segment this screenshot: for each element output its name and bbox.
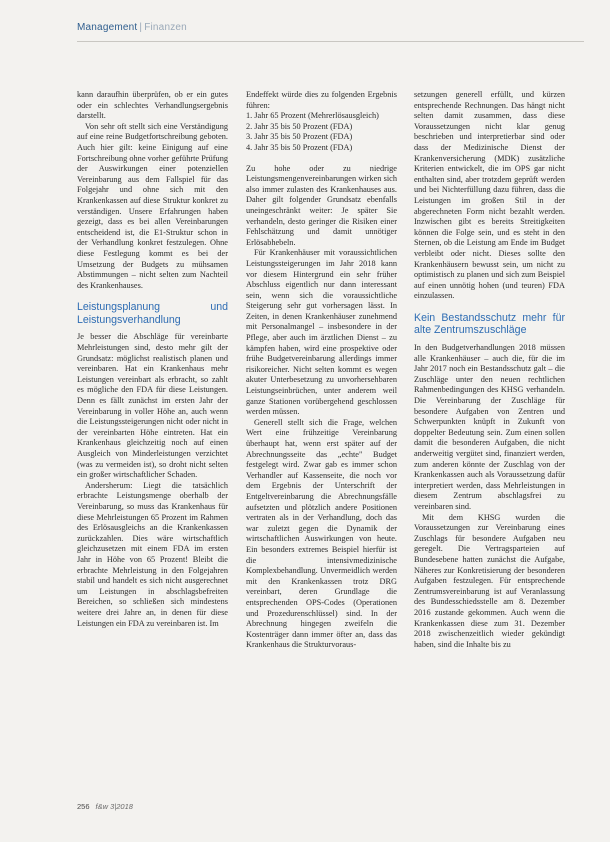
paragraph: In den Budgetverhandlungen 2018 müssen alle Krankenhäuser – auch die, für die im Jahr 2017 noch ein Bestandsschutz galt – die Zuschläge unter den neuen rechtlichen Rahmenbedingungen des KHSG verhandeln. Die Vereinbarung der Zuschläge für besondere Aufgaben von Zentren und Schwerpunkten knüpft in Zukunft von doppelter Bedeutung sein. Zum einen sollen damit die besonderen Aufgaben, die nicht anderweitig vergütet sind, finanziert werden, zum anderen könnte der Zuschlag von der Krankenkassen auch als Voraussetzung dafür interpretiert werden, dass Mehrleistungen in diesem Zentrum abschlagsfrei zu vereinbaren sind. — [414, 343, 565, 511]
text-column-1 — [77, 90, 228, 629]
paragraph: Für Krankenhäuser mit voraussichtlichen Leistungssteigerungen im Jahr 2018 kann vor diesem Hintergrund ein sehr früher Abschluss eigentlich nur dann interessant sein, wenn sich die voraussichtliche Steigerung sehr gut vorhersagen lässt. In Zeiten, in denen Krankenhäuser zunehmend mit Personalmangel – insbesondere in der Pflege, aber auch im ärztlichen Dienst – zu kämpfen haben, wird eine prospektive oder frühe Budgetvereinbarung allerdings immer risikoreicher. Nicht selten kommt es wegen akuter Unterbesetzung zu unvorhersehbaren Leistungseinbrüchen, unter anderem weil ganze Stationen vorübergehend geschlossen werden müssen. — [246, 248, 397, 417]
list-item: 4. Jahr 35 bis 50 Prozent (FDA) — [246, 142, 353, 152]
paragraph: Andersherum: Liegt die tatsächlich erbrachte Leistungsmenge oberhalb der Vereinbarung, so muss das Krankenhaus für diese Mehrleistungen 65 Prozent im Rahmen des Erlösausgleichs an die Krankenkassen zurückzahlen. Dies wäre wirtschaftlich gleichzusetzen mit einem FDA im ersten Jahr in Höhe von 65 Prozent! Bleibt die erbrachte Mehrleistung in den Folgejahren stabil und handelt es sich nicht ausgerechnet um Leistungen in abschlagsbefreiten Bereichen, so schließen sich mindestens weitere drei Jahre an, in denen für diese Leistungen ein FDA zu vereinbaren ist. Im — [77, 480, 228, 628]
section-heading: Leistungsplanung und Leistungsverhandlung — [77, 301, 228, 326]
paragraph: Endeffekt würde dies zu folgenden Ergebnis führen: — [246, 90, 397, 110]
text-column-3 — [414, 90, 565, 650]
page-number: 256 — [77, 802, 90, 811]
spacer — [246, 154, 397, 164]
header-separator: | — [139, 22, 143, 33]
list-item: 2. Jahr 35 bis 50 Prozent (FDA) — [246, 121, 353, 131]
paragraph: Zu hohe oder zu niedrige Leistungsmengenvereinbarungen wirken sich also immer zulasten des Krankenhauses aus. Daher gilt folgender Grundsatz ebenfalls uneingeschränkt weiter: Je später Sie verhandeln, desto geringer die Risiken einer Fehlschätzung und damit unnötiger Erlösabhebeln. — [246, 163, 397, 247]
list-item: 1. Jahr 65 Prozent (Mehrerlösausgleich) — [246, 111, 379, 121]
section-heading: Kein Bestandsschutz mehr für alte Zentrumszuschläge — [414, 311, 565, 337]
page-footer — [77, 802, 133, 811]
list-item: 3. Jahr 35 bis 50 Prozent (FDA) — [246, 132, 353, 142]
header-section: Management — [77, 22, 138, 33]
paragraph: Je besser die Abschläge für vereinbarte Mehrleistungen sind, desto mehr gilt der Grundsatz: möglichst realistisch planen und vereinbaren. Hat ein Krankenhaus mehr Leistungen vereinbart als erbracht, so zahlt es mögliche den FDA für diese Leistungen. Denn es fällt zunächst im ersten Jahr der Vereinbarung in voller Höhe an, auch wenn die Leistungssteigerungen nicht oder nicht in der vereinbarten Höhe eintreten. Hat ein Krankenhaus gleichzeitig noch auf einen Ausgleich von Minderleistungen verzichtet (was zu vermeiden ist), so droht nicht selten ein großer wirtschaftlicher Schaden. — [77, 332, 228, 480]
header-subsection: Finanzen — [144, 22, 187, 33]
percentage-list — [246, 111, 397, 153]
magazine-issue: f&w 3|2018 — [95, 802, 133, 811]
running-header — [77, 22, 187, 33]
header-rule — [77, 41, 584, 42]
paragraph: Generell stellt sich die Frage, welchen Wert eine frühzeitige Vereinbarung überhaupt hat, wenn erst später auf der Abrechnungsseite das „echte" Budget festgelegt wird. Zwar gab es immer schon Verhandler auf Kassenseite, die noch vor dem Ergebnis der Unterschrift der Entgeltvereinbarung die Abrechnungsfälle aufsetzten und plötzlich andere Positionen vertraten als in der Verhandlung, doch das war zuletzt gegen die Dynamik der wirtschaftlichen Auswirkungen von heute. Ein besonders extremes Beispiel hierfür ist die intensivmedizinische Komplexbehandlung. Unvermeidlich werden mit den Krankenkassen trotz DRG vereinbart, deren Grundlage die entsprechenden OPS-Codes (Operationen und Prozedurenschlüssel) sind. In der Abrechnung hingegen zweifeln die Kostenträger dann immer öfter an, dass das Krankenhaus die Strukturvoraus- — [246, 417, 397, 650]
paragraph: Von sehr oft stellt sich eine Verständigung auf eine reine Budgetfortschreibung geboten. Auch hier gilt: keine Einigung auf eine Fortschreibung ohne vorher geführte Prüfung der Auswirkungen einer potenziellen Vereinbarung aus dem Fallspiel für das Folgejahr und ohne sich mit den Krankenkassen auf diese Struktur konkret zu verständigen. Unsere Erfahrungen haben gezeigt, dass es bei allen Vereinbarungen entscheidend ist, die E1-Struktur schon in der Verhandlung konkret festzulegen. Ohne diese Festlegung kommt es bei der Umsetzung der Budgets zu mühsamen Abstimmungen – nicht selten zum Nachteil des Krankenhauses. — [77, 121, 228, 290]
paragraph: kann daraufhin überprüfen, ob er ein gutes oder ein schlechtes Verhandlungsergebnis darstellt. — [77, 90, 228, 121]
paragraph: Mit dem KHSG wurden die Voraussetzungen zur Vereinbarung eines Zuschlags für besondere Aufgaben neu geregelt. Die Vertragsparteien auf Bundesebene hatten zunächst die Aufgabe, Näheres zur Konkretisierung der besonderen Aufgaben festzulegen. Für entsprechende Zentrumsvereinbarung ist auf Veranlassung des Bundesschiedsstelle am 8. Dezember 2016 zustande gekommen. Auch wenn die Krankenkassen diese zum 31. Dezember 2018 zwischenzeitlich wieder gekündigt haben, sind die Inhalte bis zu — [414, 512, 565, 649]
text-column-2 — [246, 90, 397, 651]
paragraph: setzungen generell erfüllt, und kürzen entsprechende Rechnungen. Das hängt nicht selten damit zusammen, dass diese Voraussetzungen nicht klar genug beschrieben und interpretierbar sind oder dass der Medizinische Dienst der Krankenversicherung (MDK) zusätzliche Kriterien entwickelt, die im OPS gar nicht enthalten sind, aber trotzdem geprüft werden und bei Nichterfüllung dazu führen, dass die Leistungen im großen Stil in der abgerechneten Form nicht bezahlt werden. Inzwischen gibt es bereits Streitigkeiten können die Folge sein, und es steht in den Sternen, ob die Leistung am Ende im Budget verbleibt oder nicht. Dieses sollte den Krankenhäusern bewusst sein, um nicht zu optimistisch zu planen und sich zum Beispiel auf einen unnötig hohen (und teuren) FDA einzulassen. — [414, 90, 565, 301]
